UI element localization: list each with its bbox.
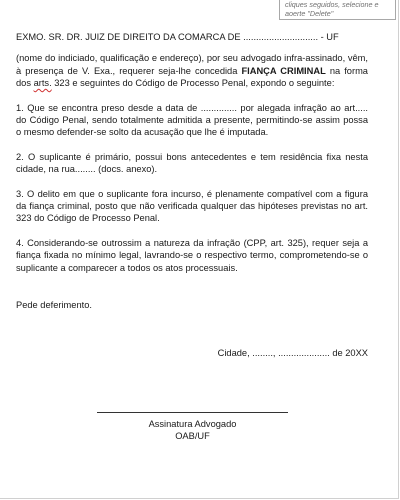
intro-text-3: 323 e seguintes do Código de Processo Penal, expondo o seguinte: <box>51 78 335 89</box>
closing-request: Pede deferimento. <box>16 300 92 310</box>
paragraph-item-2: 2. O suplicante é primário, possui bons antecedentes e tem residência fixa nesta cidade, na rua........ (docs. anexo). <box>16 151 368 175</box>
paragraph-item-1: 1. Que se encontra preso desde a data de .............. por alegada infração ao art..... do Código Penal, sendo totalmente admitida a presente, permitindo-se assim possa o mesmo defender-se solto da acusação que lhe é imputada. <box>16 102 368 138</box>
paragraph-item-3: 3. O delito em que o suplicante fora incurso, é plenamente compatível com a figura da fiança criminal, posto que não verificada qualquer das hipóteses previstas no art. 323 do Código de Processo Penal. <box>16 188 368 224</box>
instruction-tooltip <box>279 0 396 20</box>
signature-oab: OAB/UF <box>175 431 210 441</box>
spellcheck-word: arts. <box>33 78 52 89</box>
intro-paragraph <box>16 52 368 89</box>
intro-text-1: (nome do indiciado, qualificação e endereço), por seu advogado infra-assinado, vêm, à presença de V. Exa., requerer seja-lhe concedida <box>16 53 368 76</box>
bail-title: FIANÇA CRIMINAL <box>241 65 326 76</box>
paragraph-item-4: 4. Considerando-se outrossim a natureza da infração (CPP, art. 325), requer seja a fiança fixada no mínimo legal, lavrando-se o respectivo termo, comprometendo-se o suplicante a comparecer a todos os atos processuais. <box>16 237 368 273</box>
tooltip-line-2: aoerte "Delete" <box>285 9 334 18</box>
intro-text-2: na forma dos <box>16 65 368 89</box>
signature-name: Assinatura Advogado <box>148 419 237 429</box>
addressee-header: EXMO. SR. DR. JUIZ DE DIREITO DA COMARCA DE ............................. - UF <box>16 32 339 42</box>
petition-document <box>16 31 368 274</box>
date-line: Cidade, ........, .................... de 20XX <box>217 348 368 358</box>
tooltip-line-1: cliques seguidos, selecione e <box>285 0 379 9</box>
signature-line <box>97 412 288 413</box>
